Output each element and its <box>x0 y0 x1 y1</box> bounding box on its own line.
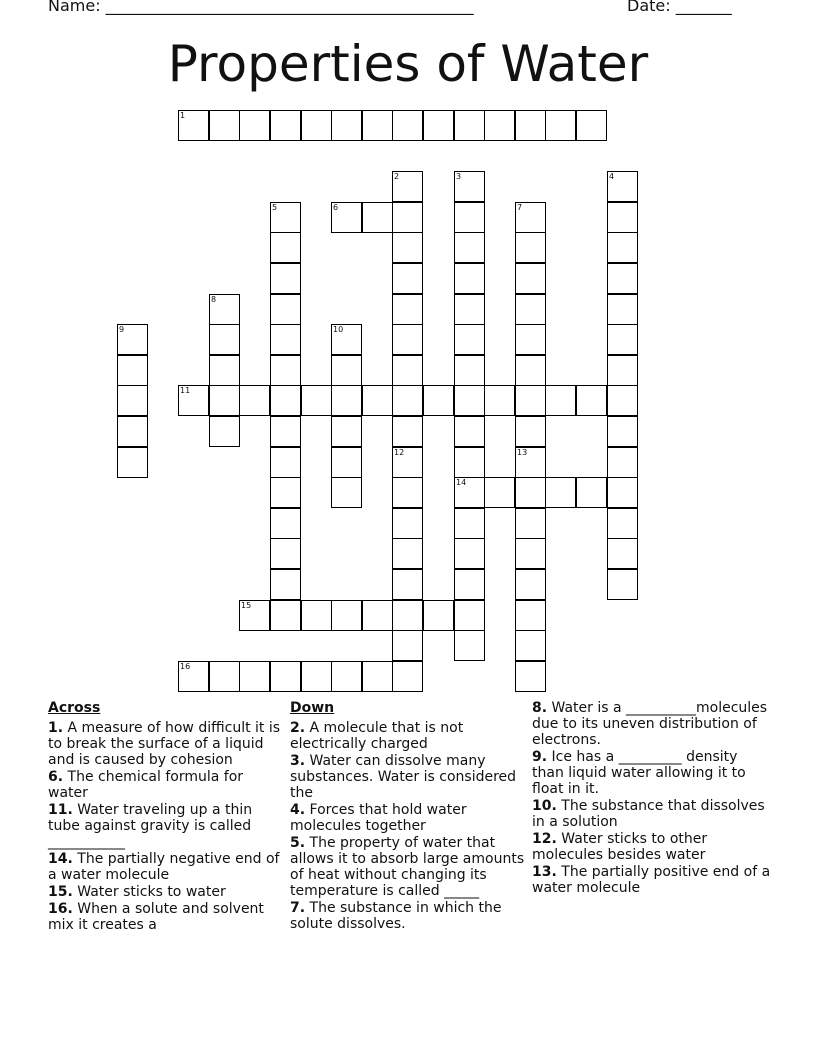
grid-cell[interactable] <box>454 202 485 233</box>
grid-cell[interactable] <box>515 630 546 661</box>
grid-cell[interactable] <box>209 324 240 355</box>
clue-number: 9 <box>119 325 125 334</box>
grid-cell[interactable] <box>454 294 485 325</box>
grid-cell[interactable] <box>576 477 607 508</box>
clue-item <box>48 769 284 801</box>
grid-cell[interactable] <box>331 447 362 478</box>
grid-cell[interactable] <box>607 232 638 263</box>
grid-cell[interactable] <box>515 232 546 263</box>
name-field-label: Name: ______________________________________________ <box>48 0 474 15</box>
grid-cell[interactable] <box>270 477 301 508</box>
grid-cell[interactable] <box>607 385 638 416</box>
grid-cell[interactable] <box>362 202 393 233</box>
grid-cell[interactable] <box>454 477 485 508</box>
page-title: Properties of Water <box>167 35 649 93</box>
grid-cell[interactable] <box>454 385 485 416</box>
grid-cell[interactable] <box>545 385 576 416</box>
clue-item-number: 6. <box>48 769 64 785</box>
date-field-label: Date: _______ <box>627 0 732 15</box>
grid-cell[interactable] <box>239 110 270 141</box>
grid-cell[interactable] <box>178 110 209 141</box>
grid-cell[interactable] <box>392 661 423 692</box>
clue-item <box>290 835 526 899</box>
grid-cell[interactable] <box>239 385 270 416</box>
clue-item-number: 5. <box>290 835 306 851</box>
grid-cell[interactable] <box>270 385 301 416</box>
grid-cell[interactable] <box>607 202 638 233</box>
grid-cell[interactable] <box>545 477 576 508</box>
grid-cell[interactable] <box>515 600 546 631</box>
grid-cell[interactable] <box>515 661 546 692</box>
grid-cell[interactable] <box>392 416 423 447</box>
grid-cell[interactable] <box>209 110 240 141</box>
grid-cell[interactable] <box>454 110 485 141</box>
grid-cell[interactable] <box>607 508 638 539</box>
clue-item-number: 16. <box>48 901 73 917</box>
clue-item <box>48 720 284 768</box>
clue-number: 3 <box>456 172 462 181</box>
grid-cell[interactable] <box>392 110 423 141</box>
grid-cell[interactable] <box>331 110 362 141</box>
grid-cell[interactable] <box>270 202 301 233</box>
clue-item-text: Water traveling up a thin tube against gravity is called ___________ <box>48 802 253 850</box>
grid-cell[interactable] <box>362 600 393 631</box>
clue-item <box>48 851 284 883</box>
clue-item <box>532 749 772 797</box>
grid-cell[interactable] <box>270 416 301 447</box>
grid-cell[interactable] <box>209 385 240 416</box>
grid-cell[interactable] <box>515 416 546 447</box>
grid-cell[interactable] <box>515 294 546 325</box>
clue-item-text: The partially positive end of a water molecule <box>532 864 771 896</box>
clue-number: 4 <box>609 172 615 181</box>
clue-item <box>532 864 772 896</box>
grid-cell[interactable] <box>454 569 485 600</box>
grid-cell[interactable] <box>607 355 638 386</box>
clue-item-number: 8. <box>532 700 548 716</box>
grid-cell[interactable] <box>515 385 546 416</box>
grid-cell[interactable] <box>515 324 546 355</box>
clue-item-text: The property of water that allows it to absorb large amounts of heat without changing its temperature is called _____ <box>290 835 525 899</box>
grid-cell[interactable] <box>392 171 423 202</box>
clue-item <box>532 798 772 830</box>
grid-cell[interactable] <box>270 661 301 692</box>
grid-cell[interactable] <box>209 355 240 386</box>
grid-cell[interactable] <box>607 416 638 447</box>
grid-cell[interactable] <box>454 447 485 478</box>
down-clues <box>290 700 526 933</box>
grid-cell[interactable] <box>270 110 301 141</box>
grid-cell[interactable] <box>607 447 638 478</box>
grid-cell[interactable] <box>454 324 485 355</box>
across-clues <box>48 700 284 934</box>
clue-item-number: 15. <box>48 884 73 900</box>
grid-cell[interactable] <box>392 447 423 478</box>
grid-cell[interactable] <box>607 569 638 600</box>
grid-cell[interactable] <box>117 416 148 447</box>
grid-cell[interactable] <box>239 661 270 692</box>
down-heading: Down <box>290 700 335 716</box>
grid-cell[interactable] <box>331 661 362 692</box>
clue-item-text: The substance in which the solute dissolves. <box>290 900 502 932</box>
clue-item <box>532 700 772 748</box>
grid-cell[interactable] <box>270 294 301 325</box>
grid-cell[interactable] <box>301 661 332 692</box>
grid-cell[interactable] <box>331 385 362 416</box>
grid-cell[interactable] <box>270 232 301 263</box>
clue-item-text: A measure of how difficult it is to break the surface of a liquid and is caused by cohesion <box>48 720 281 768</box>
clue-number: 2 <box>394 172 400 181</box>
grid-cell[interactable] <box>607 538 638 569</box>
grid-cell[interactable] <box>117 447 148 478</box>
clue-item-number: 14. <box>48 851 73 867</box>
grid-cell[interactable] <box>392 630 423 661</box>
across-heading: Across <box>48 700 101 716</box>
grid-cell[interactable] <box>484 385 515 416</box>
grid-cell[interactable] <box>423 385 454 416</box>
grid-cell[interactable] <box>362 385 393 416</box>
grid-cell[interactable] <box>270 600 301 631</box>
grid-cell[interactable] <box>178 661 209 692</box>
clue-item-number: 4. <box>290 802 306 818</box>
grid-cell[interactable] <box>331 416 362 447</box>
grid-cell[interactable] <box>454 508 485 539</box>
grid-cell[interactable] <box>331 324 362 355</box>
clue-item-text: Water sticks to other molecules besides water <box>532 831 708 863</box>
grid-cell[interactable] <box>362 110 393 141</box>
clue-item <box>290 720 526 752</box>
grid-cell[interactable] <box>454 538 485 569</box>
clue-item-number: 9. <box>532 749 548 765</box>
clue-item-text: The substance that dissolves in a solution <box>532 798 765 830</box>
clue-item-text: The partially negative end of a water molecule <box>48 851 280 883</box>
grid-cell[interactable] <box>270 538 301 569</box>
clue-number: 1 <box>180 111 186 120</box>
grid-cell[interactable] <box>515 263 546 294</box>
grid-cell[interactable] <box>270 447 301 478</box>
grid-cell[interactable] <box>239 600 270 631</box>
grid-cell[interactable] <box>362 661 393 692</box>
grid-cell[interactable] <box>545 110 576 141</box>
clue-number: 10 <box>333 325 344 334</box>
grid-cell[interactable] <box>576 385 607 416</box>
grid-cell[interactable] <box>515 477 546 508</box>
grid-cell[interactable] <box>454 416 485 447</box>
clue-number: 15 <box>241 601 252 610</box>
grid-cell[interactable] <box>392 263 423 294</box>
grid-cell[interactable] <box>270 569 301 600</box>
clue-item <box>48 884 284 900</box>
clue-item-number: 3. <box>290 753 306 769</box>
grid-cell[interactable] <box>454 232 485 263</box>
down-clues-continued <box>532 700 772 897</box>
grid-cell[interactable] <box>607 171 638 202</box>
clue-item <box>48 802 284 850</box>
clue-item <box>532 831 772 863</box>
grid-cell[interactable] <box>454 600 485 631</box>
clue-item-text: A molecule that is not electrically charged <box>290 720 464 752</box>
grid-cell[interactable] <box>392 538 423 569</box>
grid-cell[interactable] <box>607 294 638 325</box>
clue-item-number: 7. <box>290 900 306 916</box>
clue-number: 7 <box>517 203 523 212</box>
grid-cell[interactable] <box>178 385 209 416</box>
clue-item <box>290 753 526 801</box>
grid-cell[interactable] <box>270 263 301 294</box>
grid-cell[interactable] <box>515 569 546 600</box>
clue-item-text: The chemical formula for water <box>48 769 244 801</box>
grid-cell[interactable] <box>454 171 485 202</box>
grid-cell[interactable] <box>515 355 546 386</box>
grid-cell[interactable] <box>209 294 240 325</box>
clue-item-number: 10. <box>532 798 557 814</box>
clue-number: 16 <box>180 662 191 671</box>
grid-cell[interactable] <box>392 232 423 263</box>
grid-cell[interactable] <box>331 202 362 233</box>
clue-item-number: 13. <box>532 864 557 880</box>
clue-item-text: Ice has a _________ density than liquid water allowing it to float in it. <box>532 749 746 797</box>
clue-item-number: 2. <box>290 720 306 736</box>
grid-cell[interactable] <box>392 569 423 600</box>
grid-cell[interactable] <box>423 110 454 141</box>
grid-cell[interactable] <box>392 324 423 355</box>
clue-item-number: 11. <box>48 802 73 818</box>
clue-item <box>290 900 526 932</box>
grid-cell[interactable] <box>117 324 148 355</box>
grid-cell[interactable] <box>117 355 148 386</box>
clue-item-text: Forces that hold water molecules together <box>290 802 467 834</box>
clue-number: 14 <box>456 478 467 487</box>
grid-cell[interactable] <box>392 385 423 416</box>
clue-number: 8 <box>211 295 217 304</box>
clue-item-text: Water is a __________molecules due to its uneven distribution of electrons. <box>532 700 768 748</box>
grid-cell[interactable] <box>331 600 362 631</box>
clue-item <box>48 901 284 933</box>
grid-cell[interactable] <box>392 294 423 325</box>
grid-cell[interactable] <box>515 110 546 141</box>
grid-cell[interactable] <box>454 355 485 386</box>
grid-cell[interactable] <box>301 110 332 141</box>
clue-number: 13 <box>517 448 528 457</box>
grid-cell[interactable] <box>301 385 332 416</box>
grid-cell[interactable] <box>209 661 240 692</box>
grid-cell[interactable] <box>331 355 362 386</box>
grid-cell[interactable] <box>209 416 240 447</box>
clue-number: 12 <box>394 448 405 457</box>
grid-cell[interactable] <box>484 477 515 508</box>
clue-number: 6 <box>333 203 339 212</box>
grid-cell[interactable] <box>392 355 423 386</box>
grid-cell[interactable] <box>270 324 301 355</box>
clue-item-text: Water sticks to water <box>72 884 226 900</box>
grid-cell[interactable] <box>515 508 546 539</box>
grid-cell[interactable] <box>484 110 515 141</box>
grid-cell[interactable] <box>392 477 423 508</box>
clue-item-text: Water can dissolve many substances. Water is considered the <box>290 753 517 801</box>
clue-item-number: 12. <box>532 831 557 847</box>
grid-cell[interactable] <box>576 110 607 141</box>
grid-cell[interactable] <box>117 385 148 416</box>
clue-number: 5 <box>272 203 278 212</box>
grid-cell[interactable] <box>270 355 301 386</box>
grid-cell[interactable] <box>331 477 362 508</box>
grid-cell[interactable] <box>301 600 332 631</box>
clue-number: 11 <box>180 386 191 395</box>
grid-cell[interactable] <box>454 263 485 294</box>
grid-cell[interactable] <box>392 508 423 539</box>
clue-item <box>290 802 526 834</box>
grid-cell[interactable] <box>454 630 485 661</box>
grid-cell[interactable] <box>607 324 638 355</box>
grid-cell[interactable] <box>270 508 301 539</box>
grid-cell[interactable] <box>515 447 546 478</box>
grid-cell[interactable] <box>392 202 423 233</box>
grid-cell[interactable] <box>607 477 638 508</box>
grid-cell[interactable] <box>423 600 454 631</box>
grid-cell[interactable] <box>515 538 546 569</box>
clue-item-text: When a solute and solvent mix it creates a <box>48 901 264 933</box>
grid-cell[interactable] <box>392 600 423 631</box>
grid-cell[interactable] <box>607 263 638 294</box>
clue-item-number: 1. <box>48 720 64 736</box>
grid-cell[interactable] <box>515 202 546 233</box>
